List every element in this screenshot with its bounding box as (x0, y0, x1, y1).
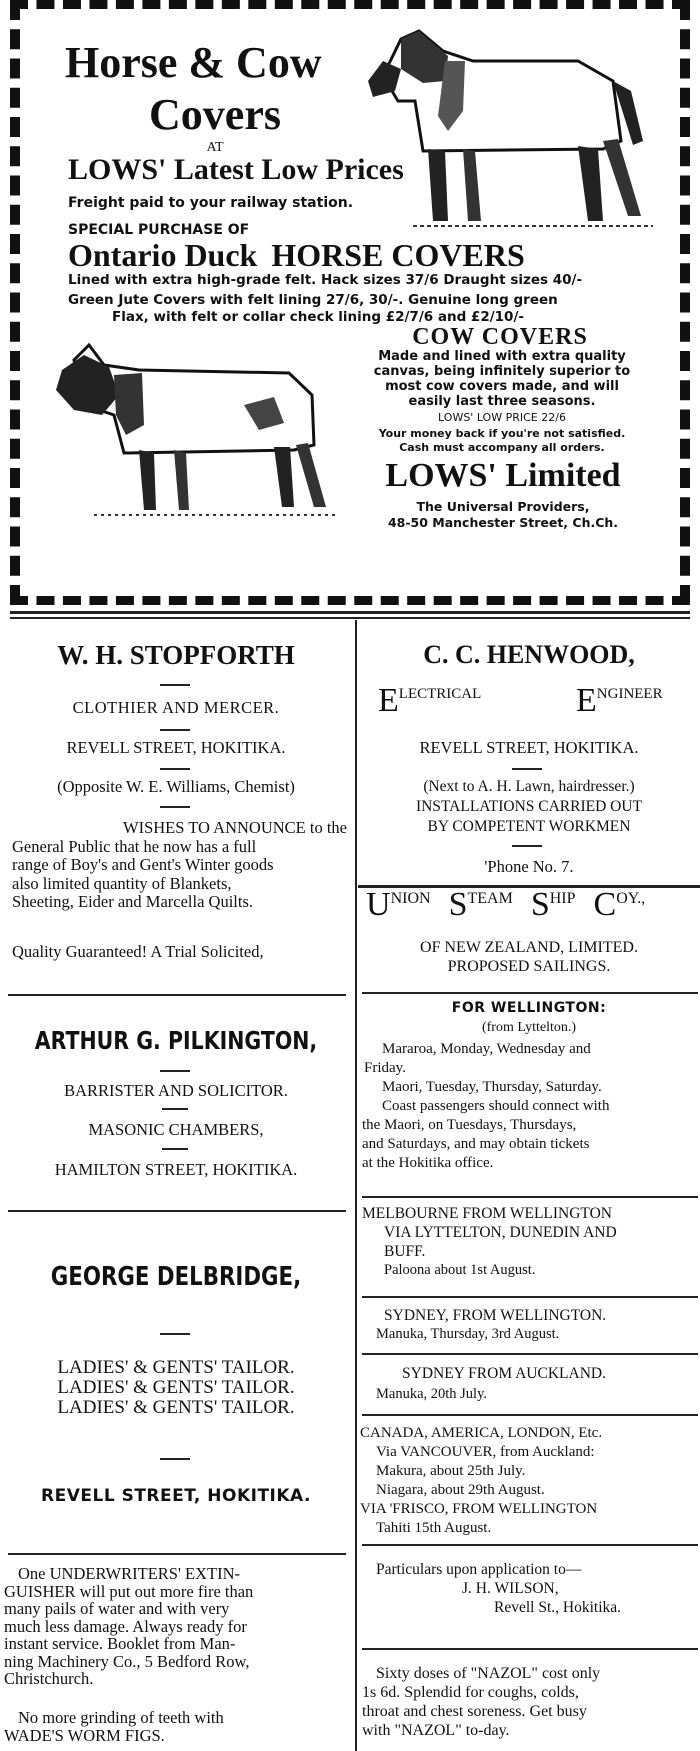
union-melb-3: BUFF. (384, 1243, 426, 1260)
ad-horse-covers: HORSE COVERS (271, 237, 525, 273)
pilkington-chambers: MASONIC CHAMBERS, (88, 1120, 264, 1139)
union-syd-a-1: SYDNEY FROM AUCKLAND. (402, 1365, 606, 1382)
henwood-details (358, 777, 700, 837)
union-w2: Friday. (364, 1060, 406, 1076)
ad-cow-text (338, 349, 666, 409)
union-oy: OY., (616, 890, 646, 907)
union-particulars (362, 1560, 698, 1617)
union-w6: and Saturdays, and may obtain tickets (362, 1136, 590, 1152)
henwood-engineer-word (576, 682, 663, 719)
union-part-3: Revell St., Hokitika. (494, 1599, 622, 1616)
right-rule-4 (362, 1296, 698, 1298)
delbridge-tailor-3: LADIES' & GENTS' TAILOR. (57, 1397, 295, 1418)
ad-at: AT (206, 140, 224, 155)
stopforth-opposite: (Opposite W. E. Williams, Chemist) (57, 777, 295, 796)
henwood-ngineer: NGINEER (596, 686, 663, 702)
delbridge-street: REVELL STREET, HOKITIKA. (41, 1486, 311, 1506)
union-subheading (358, 938, 700, 976)
union-canada (360, 1424, 698, 1538)
ad-subtitle: LOWS' Latest Low Prices (68, 153, 404, 186)
union-melbourne (362, 1204, 698, 1280)
stopforth-name: W. H. STOPFORTH (57, 640, 295, 670)
pilkington-dash-3 (162, 1148, 188, 1150)
henwood-title (378, 682, 698, 726)
union-can-6: Tahiti 15th August. (376, 1520, 492, 1536)
union-nion: NION (390, 890, 431, 907)
ad-freight: Freight paid to your railway station. (68, 195, 354, 211)
stopforth-street: REVELL STREET, HOKITIKA. (66, 738, 286, 757)
pilkington-dash (160, 1070, 190, 1072)
pilkington-dash-2 (162, 1108, 188, 1110)
delbridge-tailor (0, 1358, 352, 1418)
ad-bottom-rule-2 (10, 617, 690, 619)
ad-bottom-rule (10, 611, 690, 614)
delbridge-dash-2 (160, 1458, 190, 1460)
ad-title-line2: Covers (149, 90, 281, 139)
union-sydney-auckland (362, 1364, 698, 1404)
union-s2: S (530, 886, 550, 923)
right-rule-5 (362, 1353, 698, 1355)
pilkington-title: BARRISTER AND SOLICITOR. (64, 1081, 288, 1100)
left-rule-2 (8, 1210, 346, 1212)
union-s: S (448, 886, 468, 923)
henwood-street: REVELL STREET, HOKITIKA. (419, 738, 639, 757)
stopforth-body-2: General Public that he now has a full (12, 836, 257, 856)
union-can-5: VIA 'FRISCO, FROM WELLINGTON (360, 1501, 598, 1517)
henwood-lectrical: LECTRICAL (398, 686, 482, 702)
union-proposed: PROPOSED SAILINGS. (447, 958, 611, 975)
ad-ontario-line (68, 237, 688, 273)
henwood-e1: E (378, 682, 399, 719)
right-rule-1 (358, 885, 700, 888)
henwood-name: C. C. HENWOOD, (423, 640, 635, 669)
union-hip: HIP (549, 890, 576, 907)
underwriters-line-1: One UNDERWRITERS' EXTIN- (18, 1564, 241, 1583)
wade-text (4, 1709, 342, 1744)
union-sydney-wellington (362, 1306, 698, 1344)
column-divider (355, 620, 357, 1751)
ad-ontario: Ontario Duck (68, 237, 258, 273)
union-can-1: CANADA, AMERICA, LONDON, Etc. (360, 1425, 603, 1441)
underwriters-line-3: many pails of water and with very (4, 1599, 230, 1618)
stopforth-dash-2 (160, 729, 190, 731)
nazol-line-1: Sixty doses of "NAZOL" cost only (376, 1665, 601, 1682)
union-w7: at the Hokitika office. (362, 1155, 494, 1171)
ad-cow-covers: COW COVERS (412, 324, 588, 350)
stopforth-body-3: range of Boy's and Gent's Winter goods (12, 855, 274, 874)
horse-cow-covers-ad (10, 0, 690, 605)
wade-line-1: No more grinding of teeth with (18, 1708, 224, 1727)
stopforth-body-5: Sheeting, Eider and Marcella Quilts. (12, 892, 254, 911)
henwood-e2: E (576, 682, 597, 719)
stopforth-body (12, 819, 347, 912)
union-for-wellington: FOR WELLINGTON: (451, 1000, 607, 1016)
delbridge-tailor-2: LADIES' & GENTS' TAILOR. (57, 1377, 295, 1398)
ad-providers: The Universal Providers, (416, 499, 590, 514)
right-rule-6 (362, 1414, 698, 1416)
union-c: C (593, 886, 617, 923)
pilkington-name: ARTHUR G. PILKINGTON, (34, 1026, 318, 1055)
pilkington-street: HAMILTON STREET, HOKITIKA. (54, 1160, 298, 1179)
ad-cow-text-4: easily last three seasons. (408, 394, 596, 409)
delbridge-dash (160, 1333, 190, 1335)
right-rule-3 (362, 1196, 698, 1198)
ad-cow-text-1: Made and lined with extra quality (378, 349, 626, 364)
union-w1: Mararoa, Monday, Wednesday and (382, 1041, 591, 1057)
right-rule-8 (362, 1648, 698, 1650)
ad-flax-line: Flax, with felt or collar check lining £2/7/6 and £2/10/- (112, 309, 524, 325)
nazol-text (362, 1664, 698, 1740)
union-melb-1: MELBOURNE FROM WELLINGTON (362, 1205, 613, 1222)
union-w5: the Maori, on Tuesdays, Thursdays, (362, 1117, 577, 1133)
ad-lined-line: Lined with extra high-grade felt. Hack sizes 37/6 Draught sizes 40/- (68, 272, 583, 288)
union-can-3: Makura, about 25th July. (376, 1463, 526, 1479)
union-syd-a-2: Manuka, 20th July. (376, 1386, 488, 1402)
ad-title-line1: Horse & Cow (65, 38, 322, 87)
underwriters-text (4, 1565, 342, 1688)
henwood-dash-2 (512, 845, 542, 847)
nazol-line-3: throat and chest soreness. Get busy (362, 1703, 587, 1720)
right-rule-7 (362, 1544, 698, 1546)
union-w3: Maori, Tuesday, Thursday, Saturday. (382, 1079, 602, 1095)
horse-illustration-icon (353, 21, 668, 231)
cow-illustration-icon (44, 335, 344, 520)
stopforth-quality: Quality Guaranteed! A Trial Solicited, (12, 942, 264, 961)
union-part-2: J. H. WILSON, (462, 1580, 559, 1597)
underwriters-line-4: much less damage. Always ready for (4, 1616, 247, 1636)
union-can-2: Via VANCOUVER, from Auckland: (376, 1444, 595, 1460)
left-rule-1 (8, 994, 346, 996)
stopforth-dash-3 (160, 768, 190, 770)
union-part-1: Particulars upon application to— (376, 1561, 582, 1578)
ad-cow-text-2: canvas, being infinitely superior to (373, 364, 631, 379)
henwood-dash (512, 768, 542, 770)
stopforth-dash (160, 684, 190, 686)
stopforth-body-1: WISHES TO ANNOUNCE to the (123, 818, 347, 837)
stopforth-trade: CLOTHIER AND MERCER. (72, 698, 280, 717)
union-melb-4: Paloona about 1st August. (384, 1262, 536, 1278)
underwriters-line-5: instant service. Booklet from Man- (4, 1634, 236, 1653)
ad-cash: Cash must accompany all orders. (399, 441, 605, 454)
left-rule-3 (8, 1553, 346, 1555)
ad-low-price: LOWS' LOW PRICE 22/6 (438, 411, 566, 424)
union-wellington-text (362, 1040, 698, 1173)
ad-jute-line: Green Jute Covers with felt lining 27/6, 30/-. Genuine long green (68, 292, 558, 308)
underwriters-line-6: ning Machinery Co., 5 Bedford Row, (4, 1651, 250, 1671)
ad-cow-text-3: most cow covers made, and will (385, 379, 619, 394)
union-melb-2: VIA LYTTELTON, DUNEDIN AND (384, 1224, 617, 1241)
nazol-line-2: 1s 6d. Splendid for coughs, colds, (362, 1684, 579, 1701)
union-syd-w-2: Manuka, Thursday, 3rd August. (376, 1326, 560, 1342)
ad-money-back: Your money back if you're not satisfied. (378, 427, 626, 440)
right-rule-2 (362, 992, 698, 994)
henwood-next-to: (Next to A. H. Lawn, hairdresser.) (423, 778, 635, 795)
delbridge-tailor-1: LADIES' & GENTS' TAILOR. (57, 1357, 295, 1378)
union-w4: Coast passengers should connect with (382, 1098, 610, 1114)
wade-line-2: WADE'S WORM FIGS. (4, 1725, 165, 1745)
henwood-install-1: INSTALLATIONS CARRIED OUT (415, 798, 643, 815)
ad-address: 48-50 Manchester Street, Ch.Ch. (387, 515, 619, 530)
henwood-install-2: BY COMPETENT WORKMEN (427, 818, 631, 835)
ad-special: SPECIAL PURCHASE OF (68, 222, 250, 238)
underwriters-line-7: Christchurch. (4, 1669, 94, 1688)
union-team: TEAM (467, 890, 513, 907)
union-of-nz: OF NEW ZEALAND, LIMITED. (420, 939, 638, 956)
ad-company: LOWS' Limited (385, 457, 621, 494)
stopforth-body-4: also limited quantity of Blankets, (12, 873, 232, 893)
delbridge-name: GEORGE DELBRIDGE, (50, 1262, 302, 1292)
union-heading (366, 886, 700, 932)
stopforth-dash-4 (160, 806, 190, 808)
union-can-4: Niagara, about 29th August. (376, 1482, 545, 1498)
union-syd-w-1: SYDNEY, FROM WELLINGTON. (384, 1307, 607, 1324)
henwood-phone: 'Phone No. 7. (484, 857, 574, 876)
nazol-line-4: with "NAZOL" to-day. (362, 1722, 510, 1739)
union-u: U (366, 886, 391, 923)
underwriters-line-2: GUISHER will put out more fire than (4, 1581, 254, 1601)
union-from-lyttelton: (from Lyttelton.) (481, 1020, 577, 1035)
